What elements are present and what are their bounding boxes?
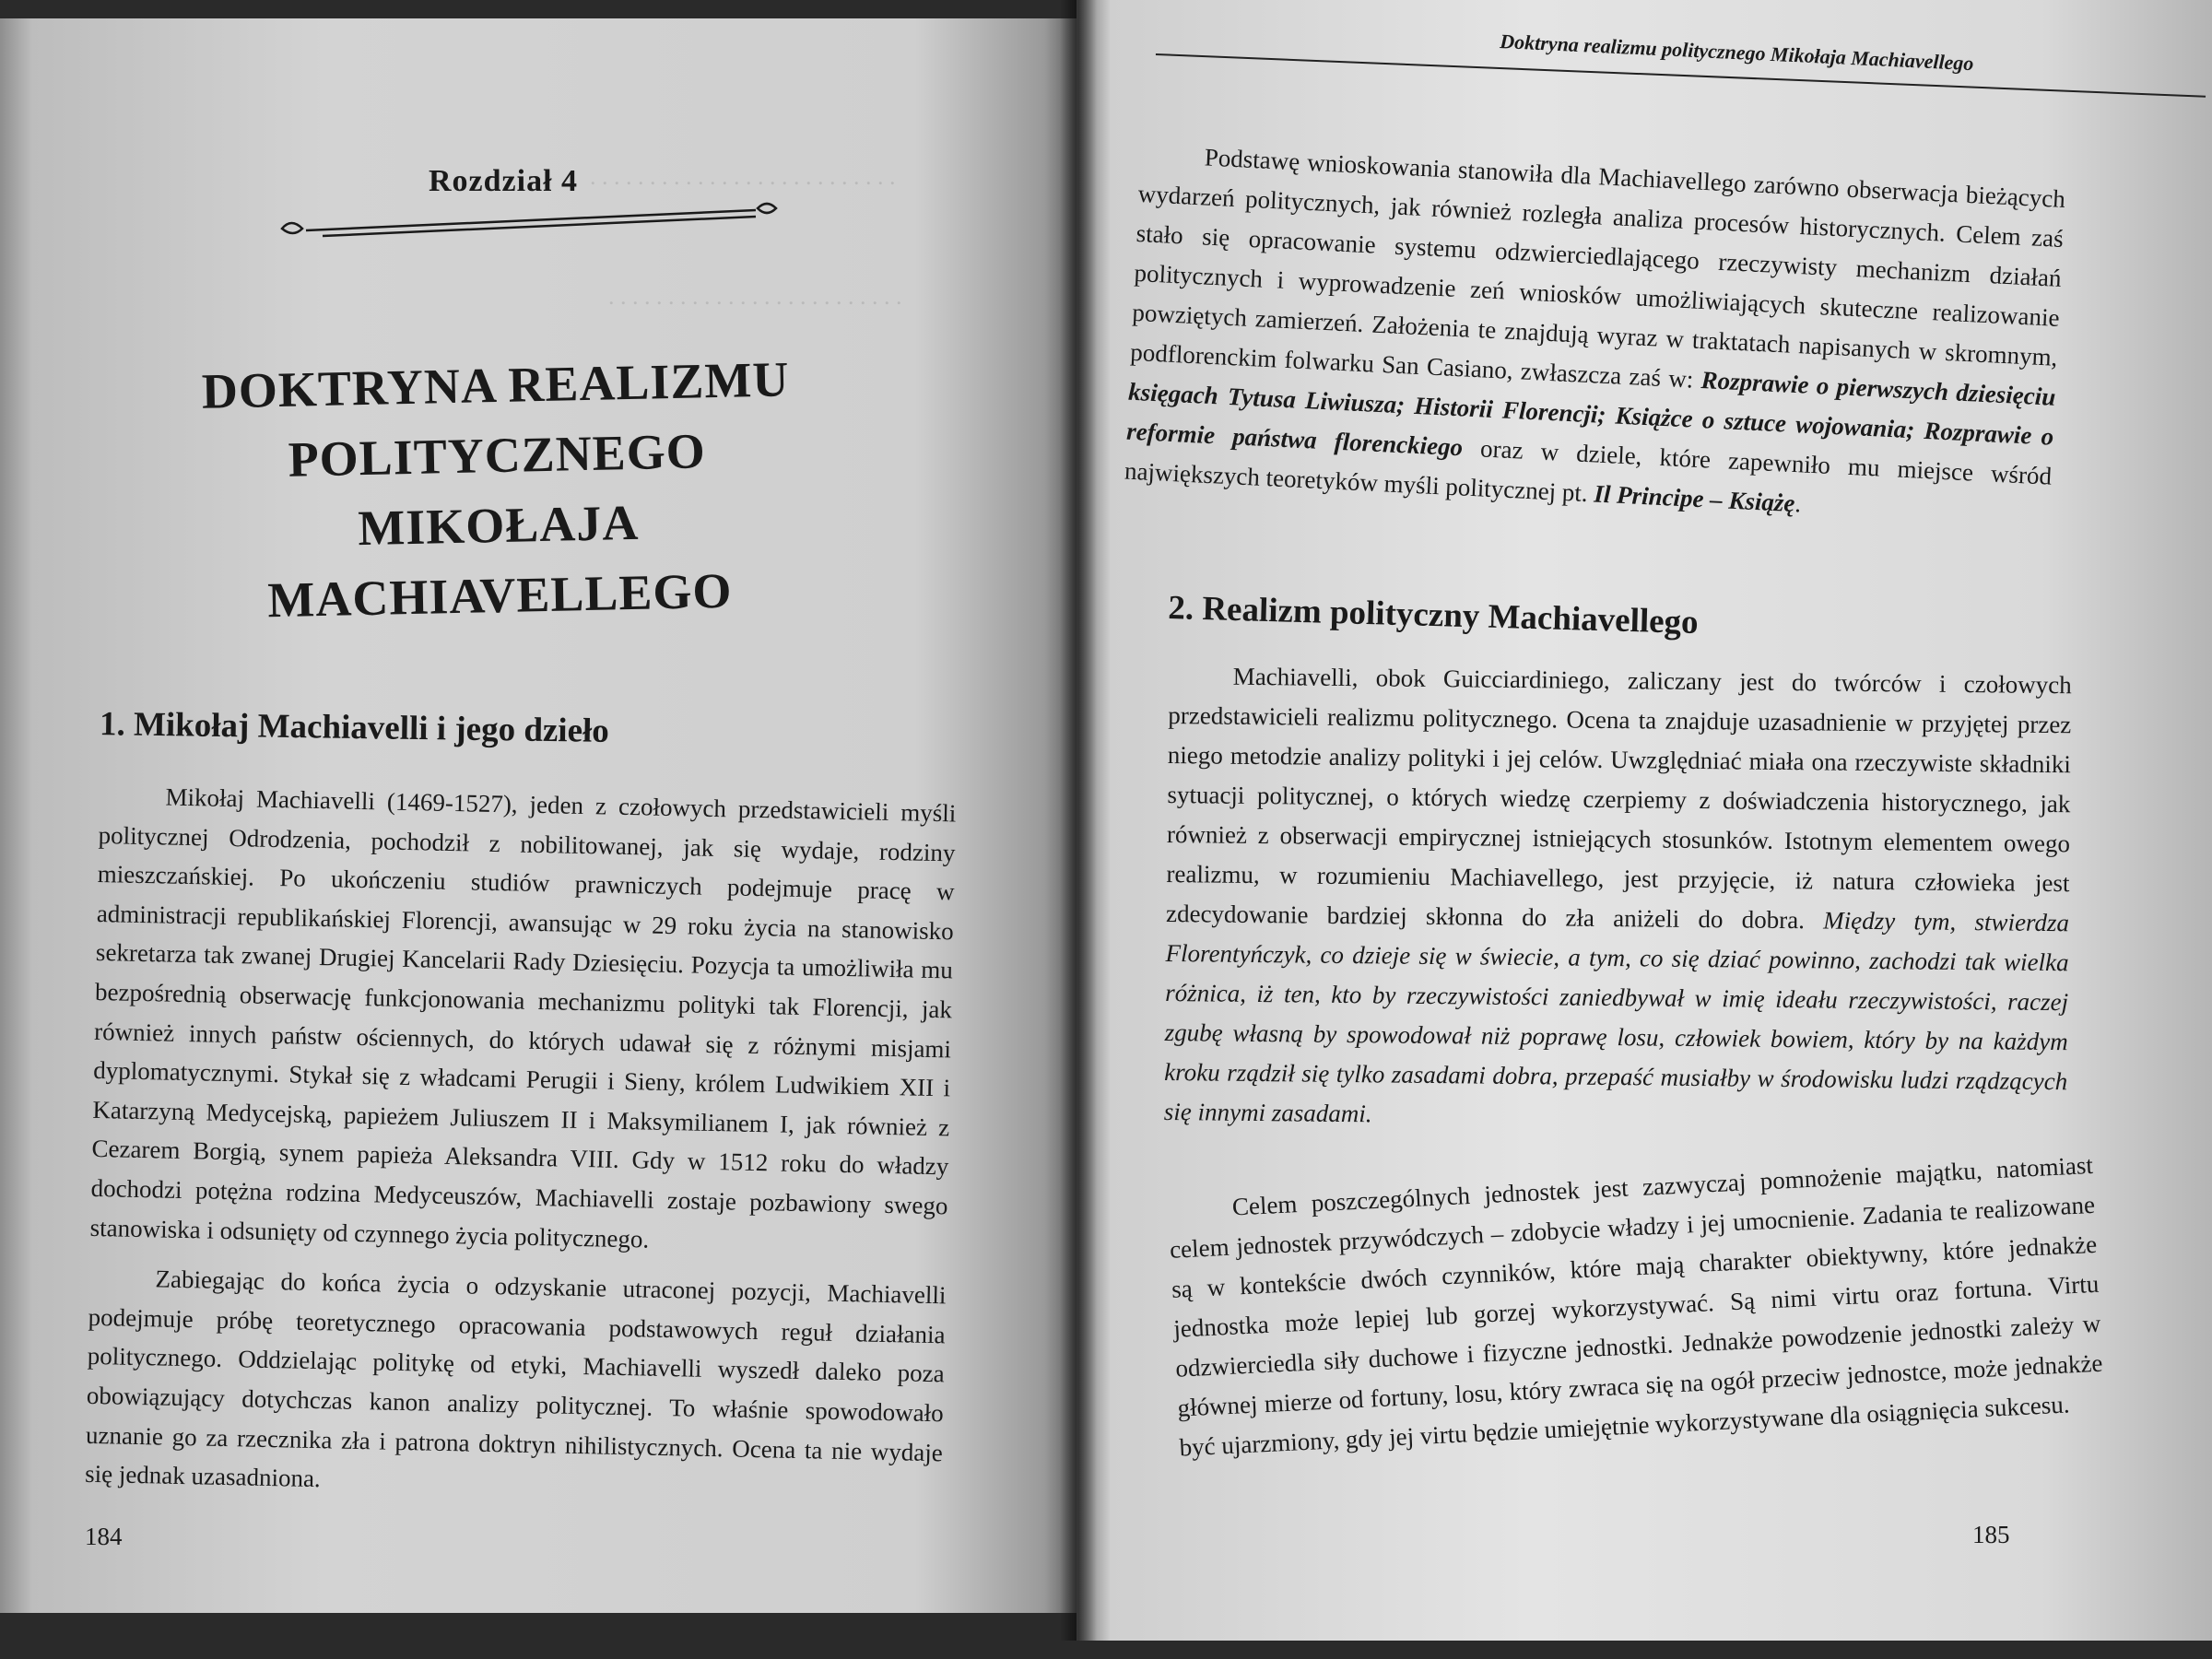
chapter-title-line: POLITYCZNEGO MIKOŁAJA (288, 423, 707, 557)
chapter-title-line: MACHIAVELLEGO (266, 562, 734, 629)
paragraph: Mikołaj Machiavelli (1469-1527), jeden z czołowych przedstawicieli myśli politycznej Odrodzenia, pochodził z nobilitowanej, jak się wydaje, rodziny mieszczańskiej. Po ukończeniu studiów prawniczych podejmuje pracę w administracji republikańskiej Florencji, awansując w 29 roku życia na stanowisko sekretarza tak zwanej Drugiej Kancelarii Rady Dziesięciu. Pozycja ta umożliwiła mu bezpośrednią obserwację funkcjonowania mechanizmu polityki tak Florencji, jak również innych państw ościennych, do których udawał się z różnymi misjami dyplomatycznymi. Stykał się z władcami Perugii i Sieny, królem Ludwikiem XII i Katarzyną Medycejską, papieżem Juliuszem II i Maksymilianem I, jak również z Cezarem Borgią, synem papieża Aleksandra VIII. Gdy w 1512 roku do władzy dochodzi potężna rodzina Medyceuszów, Machiavelli zostaje pozbawiony swego stanowiska i odsunięty od czynnego życia politycznego. (89, 782, 957, 1253)
running-head: Doktryna realizmu politycznego Mikołaja Machiavellego (1499, 29, 1974, 76)
works-list: Rozprawie o pierwszych dziesięciu księgach Tytusa Liwiusza; Historii Florencji; Książce o sztuce wojowania; Rozprawie o reformie państwa florenckiego (1125, 366, 2057, 462)
text-run: . (1794, 489, 1802, 518)
paragraph: Zabiegając do końca życia o odzyskanie utraconej pozycji, Machiavelli podejmuje próbę teoretycznego opracowania podstawowych reguł działania politycznego. Oddzielając politykę od etyki, Machiavelli wyszedł daleko poza obowiązujący dotychczas kanon analizy politycznej. To właśnie spowodowało uznanie go za rzecznika zła i patrona doktryn nihilistycznych. Ocena ta nie wydaje się jednak uzasadniona. (84, 1265, 947, 1493)
text-run: Podstawę wnioskowania stanowiła dla Machiavellego zarówno obserwacja bieżących wydarzeń politycznych, jak również rozległa analiza procesów historycznych. Celem zaś stało się opracowanie systemu odzwierciedlającego rzeczywisty mechanizm działań politycznych i wyprowadzenie zeń wniosków umożliwiających skuteczne realizowanie powziętych zamierzeń. Założenia te znajdują wyraz w traktatach napisanych w skromnym, podflorenckim folwarku San Casiano, zwłaszcza zaś w: (1129, 143, 2066, 394)
right-bottom-text (1167, 1146, 2106, 1468)
page-number: 185 (1972, 1521, 2010, 1548)
right-mid-text (1164, 656, 2072, 1141)
paragraph: Celem poszczególnych jednostek jest zazwyczaj pomnożenie majątku, natomiast celem jednostek przywódczych – zdobycie władzy i jej umocnienie. Zadania te realizowane są w kontekście dwóch czynników, które mają charakter obiektywny, które jednakże jednostka może lepiej lub gorzej wykorzystywać. Są nimi virtu oraz fortuna. Virtu odzwierciedla siły duchowe i fizyczne jednostki. Jednakże powodzenie jednostki zależy w głównej mierze od fortuny, losu, który zwraca się na ogół przeciw jednostce, może jednakże być ujarzmiony, gdy jej virtu będzie umiejętnie wykorzystywane dla osiągnięcia sukcesu. (1169, 1150, 2104, 1462)
left-page (0, 18, 1077, 1613)
book-gutter-shadow (1060, 0, 1097, 1641)
bleed-through-text: . . . . . . . . . . . . . . . . . . . . . . . . . (608, 283, 902, 310)
chapter-ornament-rule (276, 192, 783, 247)
section-heading: 2. Realizm polityczny Machiavellego (1167, 588, 1700, 642)
quotation: Między tym, stwierdza Florentyńczyk, co dzieje się w świecie, a tym, co się dziać powinno, zachodzi tak wielka różnica, iż ten, kto by rzeczywistości zaniedbywał w imię ideału rzeczywistości, raczej zgubę własną by spowodował niż poprawę losu, człowiek bowiem, który by na każdym kroku rządził się tylko zasadami dobra, przepaść musiałby w środowisku ludzi rządzących się innymi zasadami. (1163, 906, 2070, 1128)
chapter-label: Rozdział 4 (429, 164, 579, 198)
section-heading: 1. Mikołaj Machiavelli i jego dzieło (99, 705, 610, 750)
paragraph (1124, 135, 2066, 536)
work-title: Il Principe – Książę (1593, 479, 1796, 518)
paragraph (1164, 656, 2072, 1141)
bleed-through-text: . . . . . . . . . . . . . . . . . . . . . . . . . . (590, 163, 896, 190)
right-intro-text (1124, 135, 2066, 536)
left-page-body (84, 776, 956, 1523)
page-number: 184 (85, 1523, 123, 1550)
chapter-title (154, 343, 841, 637)
text-run: oraz w dziele, które zapewniło mu miejsce wśród największych teoretyków myśli politycznej pt. (1124, 433, 2053, 508)
text-run: Machiavelli, obok Guicciardiniego, zaliczany jest do twórców i czołowych przedstawicieli realizmu politycznego. Ocena ta znajduje uzasadnienie w przyjętej przez niego metodzie analizy polityki i jej celów. Uwzględniać miała ona rzeczywiste składniki sytuacji politycznej, o których wiedzę czerpiemy z doświadczenia historycznego, jak również z obserwacji empirycznej istniejących stosunków. Istotnym elementem owego realizmu, w rozumieniu Machiavellego, jest przyjęcie, iż natura człowieka jest zdecydowanie bardziej skłonna do zła aniżeli do dobra. (1165, 662, 2072, 935)
chapter-title-line: DOKTRYNA REALIZMU (201, 351, 790, 419)
right-page (1077, 0, 2212, 1641)
